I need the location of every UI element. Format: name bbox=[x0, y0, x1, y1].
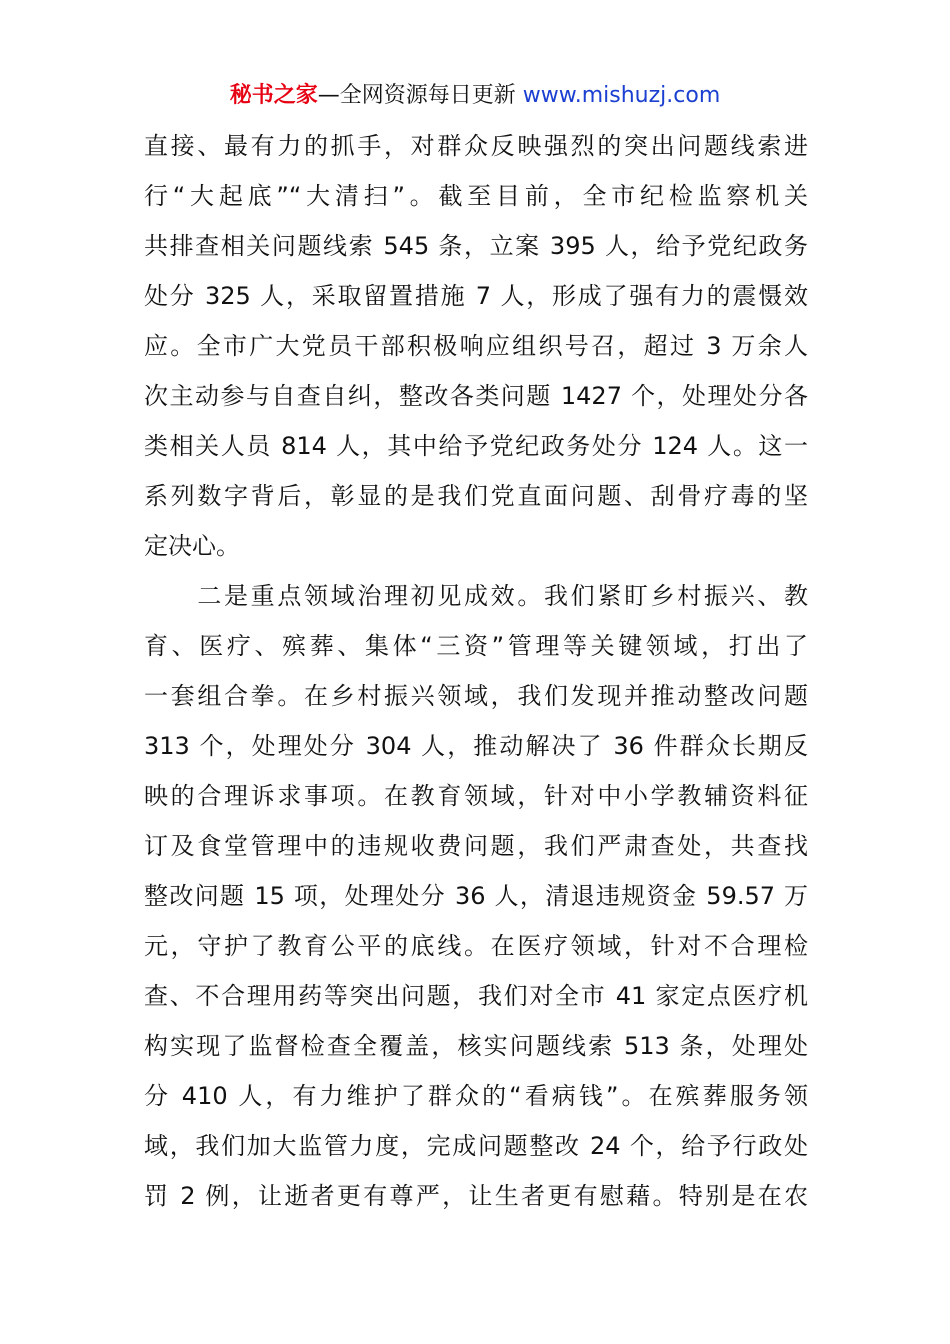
text-line: 行“大起底”“大清扫”。截至目前，全市纪检监察机关 bbox=[144, 182, 808, 210]
page-header bbox=[0, 80, 950, 112]
text-line: 订及食堂管理中的违规收费问题，我们严肃查处，共查找 bbox=[144, 832, 808, 860]
text-line: 分 410 人，有力维护了群众的“看病钱”。在殡葬服务领 bbox=[144, 1082, 808, 1110]
text-line: 一套组合拳。在乡村振兴领域，我们发现并推动整改问题 bbox=[144, 682, 808, 710]
text-line: 域，我们加大监管力度，完成问题整改 24 个，给予行政处 bbox=[144, 1132, 808, 1160]
text-line: 系列数字背后，彰显的是我们党直面问题、刮骨疗毒的坚 bbox=[144, 482, 808, 510]
text-line: 直接、最有力的抓手，对群众反映强烈的突出问题线索进 bbox=[144, 132, 808, 160]
text-line: 应。全市广大党员干部积极响应组织号召，超过 3 万余人 bbox=[144, 332, 808, 360]
text-line: 处分 325 人，采取留置措施 7 人，形成了强有力的震慑效 bbox=[144, 282, 808, 310]
document-body bbox=[144, 121, 808, 1221]
site-url-link[interactable]: www.mishuzj.com bbox=[522, 83, 721, 108]
text-line: 共排查相关问题线索 545 条，立案 395 人，给予党纪政务 bbox=[144, 232, 808, 260]
text-line: 定决心。 bbox=[144, 532, 240, 560]
text-line: 313 个，处理处分 304 人，推动解决了 36 件群众长期反 bbox=[144, 732, 808, 760]
header-tagline: —全网资源每日更新 bbox=[317, 83, 523, 108]
text-line: 整改问题 15 项，处理处分 36 人，清退违规资金 59.57 万 bbox=[144, 882, 808, 910]
text-line: 二是重点领域治理初见成效。我们紧盯乡村振兴、教 bbox=[144, 582, 808, 610]
text-line: 罚 2 例，让逝者更有尊严，让生者更有慰藉。特别是在农 bbox=[144, 1182, 808, 1210]
text-line: 类相关人员 814 人，其中给予党纪政务处分 124 人。这一 bbox=[144, 432, 808, 460]
text-line: 元，守护了教育公平的底线。在医疗领域，针对不合理检 bbox=[144, 932, 808, 960]
text-line: 构实现了监督检查全覆盖，核实问题线索 513 条，处理处 bbox=[144, 1032, 808, 1060]
text-line: 育、医疗、殡葬、集体“三资”管理等关键领域，打出了 bbox=[144, 632, 808, 660]
text-line: 次主动参与自查自纠，整改各类问题 1427 个，处理处分各 bbox=[144, 382, 808, 410]
text-line: 查、不合理用药等突出问题，我们对全市 41 家定点医疗机 bbox=[144, 982, 808, 1010]
text-line: 映的合理诉求事项。在教育领域，针对中小学教辅资料征 bbox=[144, 782, 808, 810]
brand-name: 秘书之家 bbox=[229, 83, 318, 108]
